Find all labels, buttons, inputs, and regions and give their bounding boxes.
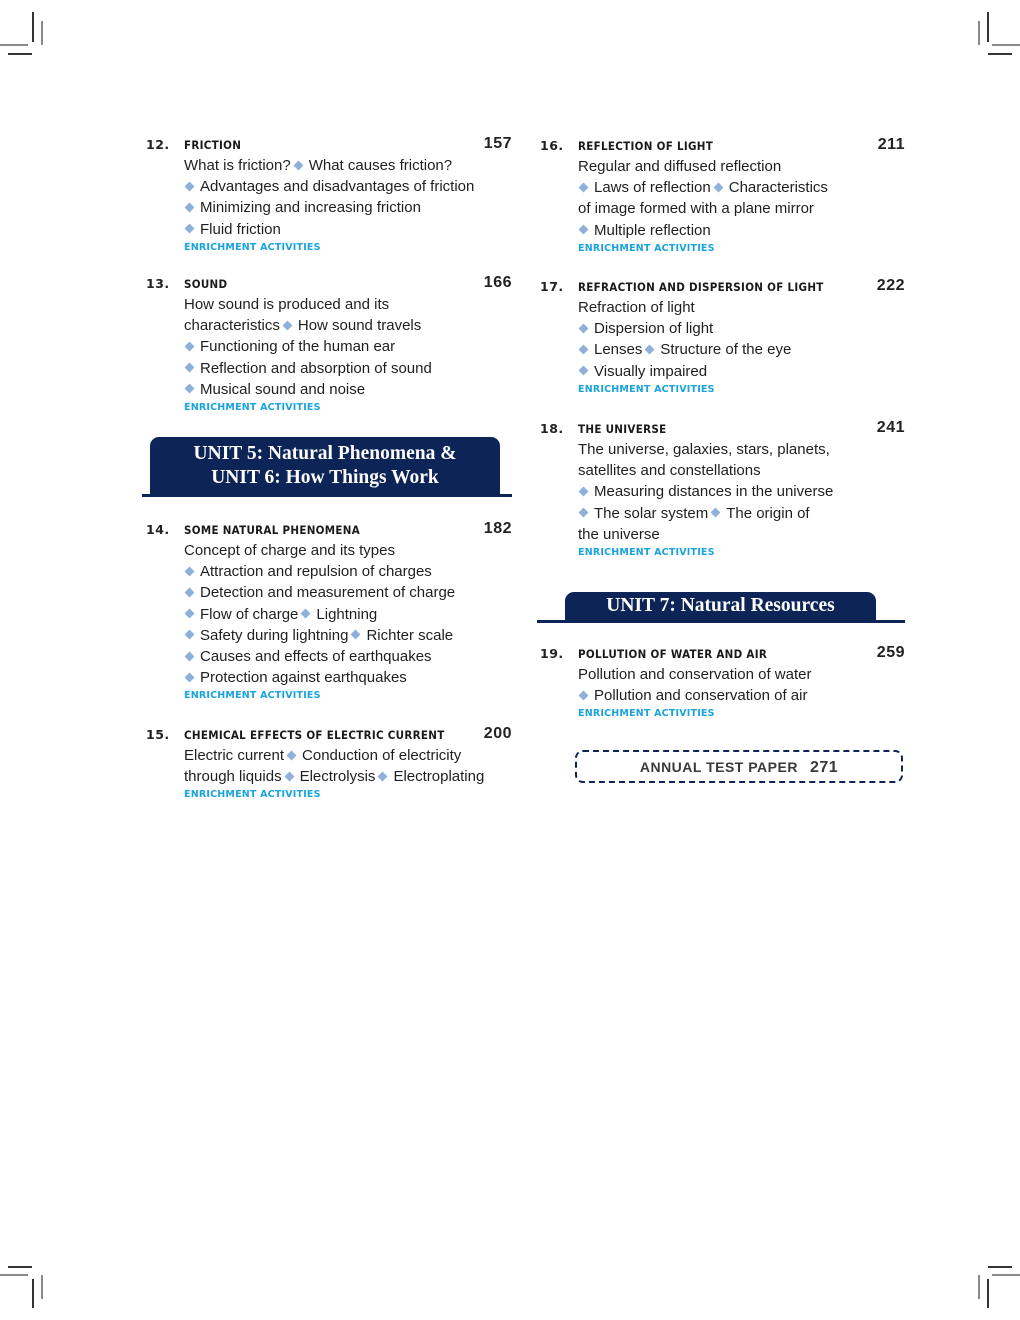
diamond-icon [301,609,311,619]
topic-text: Electric current [184,747,285,764]
topic-line [184,294,512,315]
topic-line [578,439,905,460]
crop-mark [978,21,980,45]
chapter-number: 16. [540,138,564,153]
toc-entry-16[interactable] [540,138,905,254]
enrichment-activities-label: ENRICHMENT ACTIVITIES [184,690,321,702]
chapter-title: REFRACTION AND DISPERSION OF LIGHT [578,280,824,294]
topic-text: What causes friction? [308,157,453,174]
diamond-icon [185,202,195,212]
topic-line [184,745,512,766]
topic-text: Advantages and disadvantages of friction [200,178,475,196]
topic-text: Reflection and absorption of sound [200,359,432,377]
unit-banner-rule [537,620,905,623]
chapter-title: CHEMICAL EFFECTS OF ELECTRIC CURRENT [184,728,445,742]
entry-header [146,137,512,155]
topic-list [184,540,512,688]
chapter-title: POLLUTION OF WATER AND AIR [578,647,768,661]
unit-banner-line-1: UNIT 5: Natural Phenomena & [193,443,457,464]
diamond-icon [645,344,655,354]
topic-text: Multiple reflection [594,221,711,239]
topic-line [184,155,512,176]
crop-mark [32,12,34,42]
topic-line [578,177,905,198]
topic-text: Concept of charge and its types [184,542,395,559]
crop-mark [992,44,1020,46]
topic-text: Refraction of light [578,299,695,316]
topic-list [578,156,905,241]
chapter-title: THE UNIVERSE [578,422,667,436]
topic-line [578,503,905,524]
enrichment-activities-label: ENRICHMENT ACTIVITIES [578,242,715,254]
topic-text: Fluid friction [200,220,281,238]
entry-header [540,646,905,664]
diamond-icon [282,320,292,330]
topic-text: of image formed with a plane mirror [578,200,814,218]
diamond-icon [579,486,589,496]
topic-line [578,156,905,177]
topic-text: Causes and effects of earthquakes [200,648,432,666]
topic-list [578,664,905,706]
page-number: 259 [876,644,905,661]
topic-text: Attraction and repulsion of charges [200,563,432,581]
topic-text: Conduction of electricity [302,747,462,764]
enrichment-activities-label: ENRICHMENT ACTIVITIES [184,402,321,414]
diamond-icon [185,609,195,619]
crop-mark [988,1266,1012,1268]
entry-header [540,138,905,156]
page-number: 200 [483,725,512,742]
topic-list [184,294,512,400]
topic-line [184,197,512,218]
toc-entry-18[interactable] [540,421,905,558]
diamond-icon [579,690,589,700]
topic-text: How sound travels [297,317,422,335]
crop-mark [0,44,28,46]
enrichment-activities-label: ENRICHMENT ACTIVITIES [184,241,321,253]
topic-line [184,766,512,787]
enrichment-activities-label: ENRICHMENT ACTIVITIES [578,383,715,395]
topic-line [578,524,905,545]
topic-list [184,155,512,240]
topic-text: satellites and constellations [578,462,761,480]
diamond-icon [185,363,195,373]
unit-banner-line-1: UNIT 7: Natural Resources [606,595,835,616]
crop-mark [988,53,1012,55]
topic-text: Regular and diffused reflection [578,158,782,175]
diamond-icon [185,341,195,351]
topic-list [184,745,512,787]
topic-text: Measuring distances in the universe [594,483,834,501]
topic-line [184,646,512,667]
topic-text: What is friction? [184,157,291,174]
toc-entry-19[interactable] [540,646,905,719]
toc-entry-15[interactable] [146,727,512,800]
unit-banner-rule [142,494,512,497]
entry-header [146,727,512,745]
chapter-number: 15. [146,727,170,742]
diamond-icon [579,225,589,235]
chapter-number: 17. [540,279,564,294]
topic-text: Electrolysis [299,768,376,786]
topic-text: through liquids [184,768,282,786]
topic-line [184,540,512,561]
unit-banner-line-2: UNIT 6: How Things Work [211,467,439,488]
topic-line [578,297,905,318]
diamond-icon [185,651,195,661]
topic-text: Lenses [594,341,643,359]
crop-mark [32,1279,34,1308]
diamond-icon [579,508,589,518]
topic-line [184,336,512,357]
topic-text: Structure of the eye [660,341,792,359]
topic-text: Musical sound and noise [200,380,366,398]
topic-text: Pollution and conservation of air [594,687,808,705]
topic-line [578,339,905,360]
chapter-number: 13. [146,276,170,291]
topic-text: Pollution and conservation of water [578,666,812,683]
topic-text: characteristics [184,317,280,335]
diamond-icon [185,181,195,191]
diamond-icon [579,323,589,333]
chapter-title: REFLECTION OF LIGHT [578,139,714,153]
topic-line [184,582,512,603]
diamond-icon [185,384,195,394]
diamond-icon [284,771,294,781]
topic-text: The solar system [594,504,709,522]
chapter-number: 18. [540,421,564,436]
entry-header [540,421,905,439]
topic-text: Functioning of the human ear [200,338,396,356]
chapter-number: 12. [146,137,170,152]
enrichment-activities-label: ENRICHMENT ACTIVITIES [578,547,715,559]
topic-text: Protection against earthquakes [200,669,407,687]
toc-entry-12[interactable] [146,137,512,253]
toc-entry-14[interactable] [146,522,512,701]
topic-line [184,176,512,197]
crop-mark [8,1266,32,1268]
topic-line [578,318,905,339]
topic-line [578,460,905,481]
topic-line [184,379,512,400]
crop-mark [992,1274,1020,1276]
topic-line [578,685,905,706]
crop-mark [41,1275,43,1299]
topic-line [578,361,905,382]
topic-list [578,297,905,382]
topic-text: Richter scale [366,626,454,644]
diamond-icon [351,630,361,640]
crop-mark [41,21,43,45]
topic-line [184,625,512,646]
crop-mark [0,1274,28,1276]
topic-text: Laws of reflection [594,179,711,197]
diamond-icon [378,771,388,781]
diamond-icon [185,224,195,234]
topic-text: Safety during lightning [200,626,349,644]
page-number: 157 [483,135,512,152]
topic-line [578,481,905,502]
diamond-icon [579,344,589,354]
crop-mark [987,1279,989,1308]
page-number: 241 [876,419,905,436]
diamond-icon [713,182,723,192]
topic-line [578,664,905,685]
page-number: 166 [483,274,512,291]
toc-entry-17[interactable] [540,279,905,395]
topic-text: How sound is produced and its [184,296,390,313]
topic-list [578,439,905,545]
chapter-number: 14. [146,522,170,537]
page-number: 222 [876,277,905,294]
topic-text: Detection and measurement of charge [200,584,456,602]
toc-entry-13[interactable] [146,276,512,413]
diamond-icon [287,750,297,760]
diamond-icon [185,587,195,597]
chapter-title: FRICTION [184,138,242,152]
topic-line [184,561,512,582]
chapter-title: SOME NATURAL PHENOMENA [184,523,361,537]
entry-header [146,276,512,294]
topic-line [184,667,512,688]
topic-line [184,358,512,379]
chapter-title: SOUND [184,277,228,291]
topic-line [578,220,905,241]
topic-text: Dispersion of light [594,320,714,338]
topic-text: Lightning [316,605,378,623]
page-number: 211 [877,136,905,153]
topic-line [578,198,905,219]
topic-text: Characteristics [728,179,828,197]
crop-mark [987,12,989,42]
topic-line [184,315,512,336]
topic-text: Visually impaired [594,362,708,380]
chapter-number: 19. [540,646,564,661]
diamond-icon [579,366,589,376]
annual-test-paper-box[interactable] [575,750,903,783]
crop-mark [8,53,32,55]
topic-text: The universe, galaxies, stars, planets, [578,441,830,458]
diamond-icon [293,160,303,170]
topic-line [184,604,512,625]
diamond-icon [579,182,589,192]
topic-text: Electroplating [393,768,485,786]
enrichment-activities-label: ENRICHMENT ACTIVITIES [578,708,715,720]
page-number: 182 [483,520,512,537]
diamond-icon [185,566,195,576]
diamond-icon [185,672,195,682]
topic-text: the universe [578,525,660,543]
topic-line [184,219,512,240]
entry-header [146,522,512,540]
annual-test-label: ANNUAL TEST PAPER [639,759,798,775]
topic-text: Minimizing and increasing friction [200,199,421,217]
topic-text: The origin of [726,504,810,522]
diamond-icon [711,508,721,518]
entry-header [540,279,905,297]
crop-mark [978,1275,980,1299]
enrichment-activities-label: ENRICHMENT ACTIVITIES [184,789,321,801]
diamond-icon [185,630,195,640]
annual-test-page: 271 [809,759,839,776]
topic-text: Flow of charge [200,605,299,623]
